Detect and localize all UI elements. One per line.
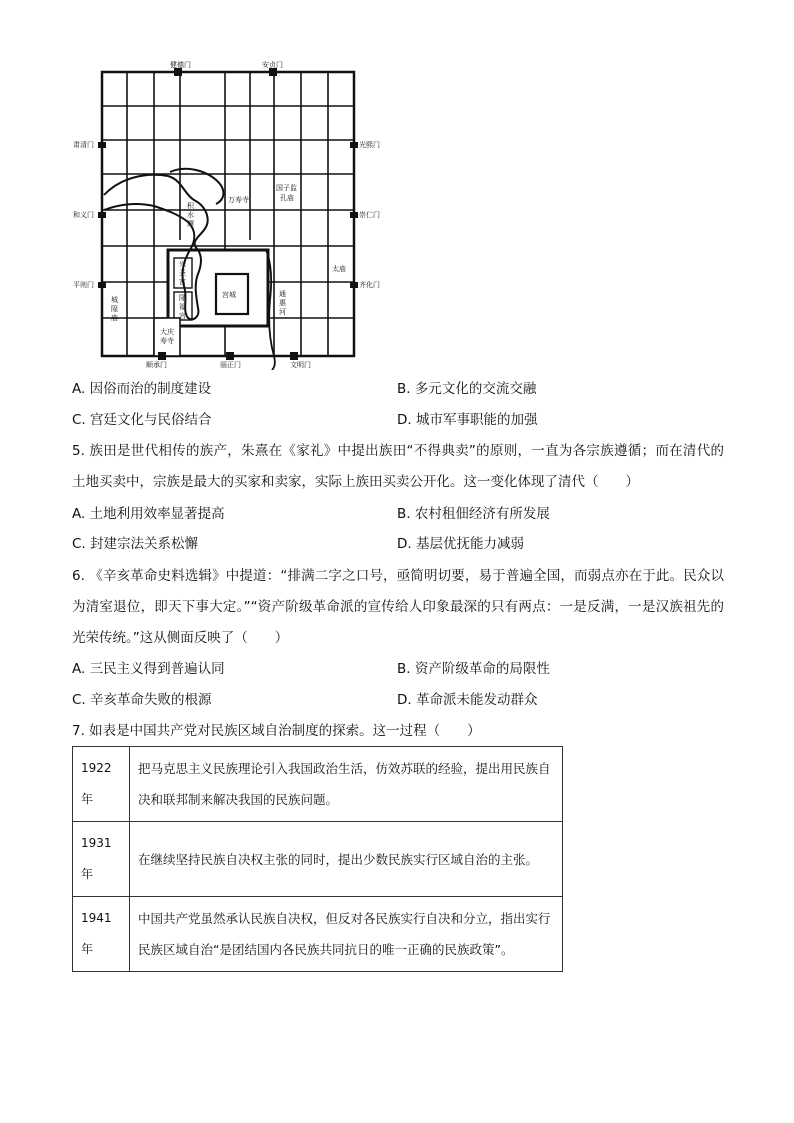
q6-option-d: D. 革命派未能发动群众 [397, 692, 538, 708]
gate-lizheng: 丽正门 [220, 361, 241, 369]
gate-qihua: 齐化门 [359, 281, 380, 289]
gate-shuncheng: 顺承门 [146, 361, 167, 369]
q5-option-d: D. 基层优抚能力减弱 [397, 536, 524, 552]
site-xingshenggong: 兴圣宫 [179, 260, 186, 286]
site-taimiao: 太庙 [332, 265, 346, 273]
q7-stem: 7. 如表是中国共产党对民族区域自治制度的探索。这一过程（ ） [72, 723, 481, 739]
q6-stem: 6. 《辛亥革命史料选辑》中提道：“排满二字之口号，亟简明切要，易于普遍全国，而弱点亦在于此。民众以为清室退位，即天下事大定。”“资产阶级革命派的宣传给人印象最深的只有两点：一是反满，一是汉族祖先的光荣传统。”这从侧面反映了（ ） [72, 568, 724, 646]
q4-option-b: B. 多元文化的交流交融 [397, 381, 537, 397]
table-text-cell: 中国共产党虽然承认民族自决权，但反对各民族实行自决和分立，指出实行民族区域自治“是团结国内各民族共同抗日的唯一正确的民族政策”。 [130, 897, 563, 972]
gate-suqing: 肃清门 [73, 141, 94, 149]
table-row [73, 897, 563, 972]
q5-option-b: B. 农村租佃经济有所发展 [397, 506, 550, 522]
exploration-table [72, 746, 563, 972]
site-tonghuihe: 通惠河 [279, 290, 286, 316]
gate-jiande: 健德门 [170, 61, 191, 69]
table-text-cell: 在继续坚持民族自决权主张的同时，提出少数民族实行区域自治的主张。 [130, 822, 563, 897]
table-year-cell: 1941年 [73, 897, 130, 972]
q6-option-c: C. 辛亥革命失败的根源 [72, 692, 212, 708]
site-wanshousi: 万寿寺 [228, 196, 249, 204]
map-drawing [70, 60, 370, 370]
q4-option-c: C. 宫廷文化与民俗结合 [72, 412, 212, 428]
gate-chongren: 崇仁门 [359, 211, 380, 219]
gate-guangxi: 光熙门 [359, 141, 380, 149]
site-daqingshousi: 大庆寿寺 [160, 328, 174, 345]
site-gongcheng: 宫城 [222, 291, 236, 299]
gate-wenming: 文明门 [290, 361, 311, 369]
q4-option-d: D. 城市军事职能的加强 [397, 412, 538, 428]
table-year-cell: 1922年 [73, 747, 130, 822]
table-year-cell: 1931年 [73, 822, 130, 897]
site-guozijian: 国子监 [276, 184, 297, 192]
gate-anzhen: 安贞门 [262, 61, 283, 69]
gate-heyi: 和义门 [73, 211, 94, 219]
table-row [73, 747, 563, 822]
q5-option-c: C. 封建宗法关系松懈 [72, 536, 199, 552]
site-kongmiao: 孔庙 [280, 194, 294, 202]
gate-pingze: 平则门 [73, 281, 94, 289]
site-longfugong: 隆福宫 [179, 294, 186, 320]
table-text-cell: 把马克思主义民族理论引入我国政治生活，仿效苏联的经验，提出用民族自决和联邦制来解决我国的民族问题。 [130, 747, 563, 822]
q6-option-b: B. 资产阶级革命的局限性 [397, 661, 550, 677]
q5-stem: 5. 族田是世代相传的族产，朱熹在《家礼》中提出族田“不得典卖”的原则，一直为各宗族遵循；而在清代的土地买卖中，宗族是最大的买家和卖家，实际上族田买卖公开化。这一变化体现了清代（ ） [72, 443, 724, 490]
table-row [73, 822, 563, 897]
site-chenghuangmiao: 城隍庙 [111, 296, 118, 322]
q5-option-a: A. 土地利用效率显著提高 [72, 506, 225, 522]
yuan-dadu-map [70, 60, 380, 370]
q4-option-a: A. 因俗而治的制度建设 [72, 381, 212, 397]
site-jishuitan: 积水潭 [187, 202, 194, 228]
q6-option-a: A. 三民主义得到普遍认同 [72, 661, 225, 677]
